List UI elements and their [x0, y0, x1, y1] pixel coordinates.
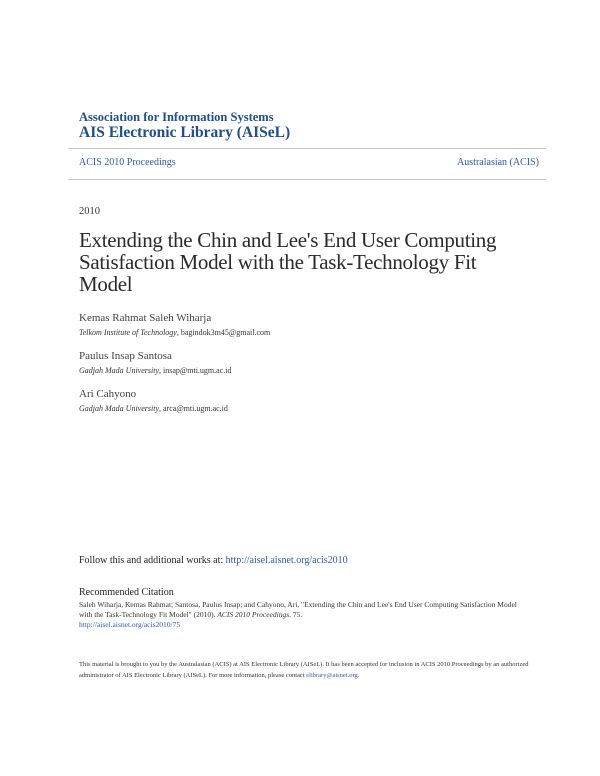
author-name: Paulus Insap Santosa: [79, 350, 172, 362]
rights-notice: [79, 659, 539, 681]
author-institution: Telkom Institute of Technology: [79, 328, 177, 337]
citation-body: [79, 600, 519, 630]
author-email: , bagindok3m45@gmail.com: [176, 328, 271, 337]
author-email: , arca@mti.ugm.ac.id: [159, 404, 228, 413]
notice-text: This material is brought to you by the Australasian (ACIS) at AIS Electronic Library (AISeL). It has been accepted for inclusion in ACIS 2010 Proceedings by an authorized administrator of AIS Electronic Library (AISeL). For more information, please contact: [79, 661, 529, 679]
publication-year: 2010: [79, 206, 100, 217]
author-name: Ari Cahyono: [79, 388, 137, 400]
notice-end: .: [357, 672, 360, 679]
citation-heading: Recommended Citation: [79, 587, 174, 598]
divider-bottom: [68, 179, 546, 180]
collection-link[interactable]: http://aisel.aisnet.org/acis2010: [225, 555, 348, 566]
author-affiliation: [79, 404, 228, 414]
library-name[interactable]: AIS Electronic Library (AISeL): [79, 124, 291, 141]
author-name: Kemas Rahmat Saleh Wiharja: [79, 312, 212, 324]
author-institution: Gadjah Mada University: [79, 366, 159, 375]
paper-title: Extending the Chin and Lee's End User Computing Satisfaction Model with the Task-Technology Fit Model: [79, 228, 497, 296]
author-block: [79, 350, 231, 376]
author-institution: Gadjah Mada University: [79, 404, 159, 413]
citation-text: Saleh Wiharja, Kemas Rahmat; Santosa, Paulus Insap; and Cahyono, Ari, "Extending the Chin and Lee's End User Computing Satisfaction Model with the Task-Technology Fit Model" (2010).: [79, 600, 517, 619]
citation-link[interactable]: http://aisel.aisnet.org/acis2010/75: [79, 620, 181, 629]
organization-name[interactable]: Association for Information Systems: [79, 110, 274, 124]
author-block: [79, 312, 270, 338]
breadcrumb-conference-link[interactable]: Australasian (ACIS): [457, 157, 539, 168]
author-affiliation: [79, 328, 270, 338]
publisher-header: [79, 110, 290, 142]
contact-email-link[interactable]: elibrary@aisnet.org: [306, 672, 358, 679]
author-affiliation: [79, 366, 231, 376]
citation-venue: ACIS 2010 Proceedings: [217, 610, 290, 619]
follow-text: Follow this and additional works at:: [79, 555, 226, 566]
breadcrumb-proceedings-link[interactable]: ACIS 2010 Proceedings: [79, 157, 176, 168]
divider-top: [68, 148, 546, 149]
author-block: [79, 388, 228, 414]
citation-suffix: . 75.: [289, 610, 303, 619]
author-email: , insap@mti.ugm.ac.id: [159, 366, 232, 375]
follow-line: [79, 555, 348, 566]
